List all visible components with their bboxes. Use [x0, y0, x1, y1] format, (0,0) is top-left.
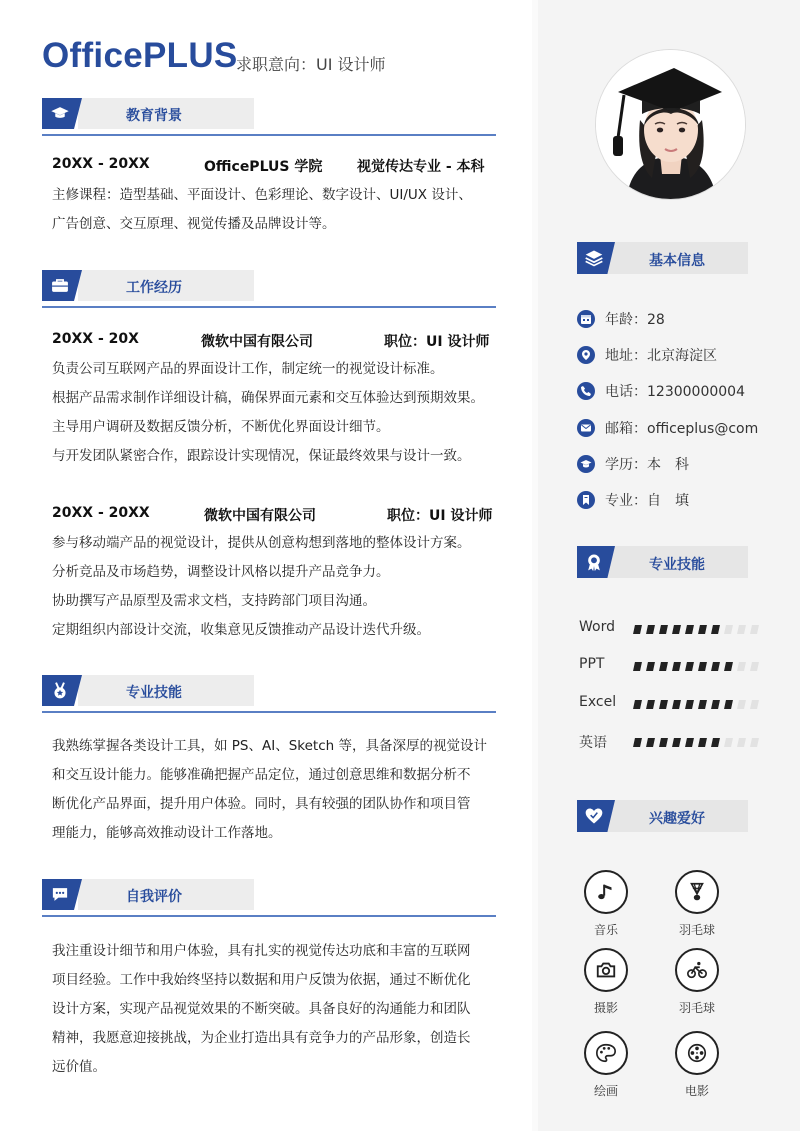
camera-icon: [595, 959, 617, 981]
skill-name: PPT: [579, 656, 605, 672]
job-company: 微软中国有限公司: [201, 334, 313, 350]
text-line: 精神，我愿意迎接挑战，为企业打造出具有竞争力的产品形象，创造长: [52, 1030, 471, 1046]
skill-level-segment: [698, 738, 707, 747]
hobby-item: [669, 948, 729, 1018]
job-company: 微软中国有限公司: [204, 508, 316, 524]
skill-level-segment: [711, 700, 720, 709]
section-header-self: [42, 879, 496, 917]
skill-level-bar: [634, 662, 758, 671]
skills-description: [52, 732, 498, 848]
location-pin-icon: [580, 349, 592, 361]
info-text: 专业：自 填: [605, 493, 689, 509]
brand-logo-text: OfficePLUS: [42, 36, 238, 75]
text-line: 分析竞品及市场趋势，调整设计风格以提升产品竞争力。: [52, 564, 390, 580]
skill-level-bar: [634, 625, 758, 634]
skill-name: 英语: [579, 735, 607, 751]
briefcase-icon: [50, 276, 70, 295]
text-line: 与开发团队紧密合作，跟踪设计实现情况，保证最终效果与设计一致。: [52, 448, 471, 464]
job-duties: [52, 529, 498, 645]
heart-icon: [584, 806, 604, 826]
sidebar-header-basic: [577, 242, 748, 274]
education-row: [52, 156, 492, 178]
skill-level-segment: [737, 738, 746, 747]
graduation-cap-icon: [50, 104, 70, 123]
palette-icon: [595, 1042, 617, 1064]
skill-level-segment: [672, 625, 681, 634]
music-note-icon: [595, 881, 617, 903]
skill-level-segment: [646, 738, 655, 747]
medal-icon: [50, 681, 70, 700]
education-courses: [52, 181, 498, 239]
skill-level-segment: [672, 662, 681, 671]
job-period: 20XX - 20XX: [52, 505, 150, 521]
info-text: 学历：本 科: [605, 457, 689, 473]
calendar-icon: [580, 313, 592, 325]
hobby-item: [578, 870, 638, 940]
sidebar-section-title: 兴趣爱好: [649, 811, 705, 827]
info-text: 邮箱：officeplus@com: [605, 421, 759, 437]
skill-level-segment: [659, 662, 668, 671]
skill-level-segment: [633, 662, 642, 671]
skill-level-segment: [685, 625, 694, 634]
hobby-label: 羽毛球: [678, 923, 715, 937]
job-position: 职位：UI 设计师: [387, 508, 493, 524]
info-text: 地址：北京海淀区: [605, 348, 717, 364]
hobby-label: 绘画: [593, 1084, 618, 1098]
skill-level-segment: [672, 738, 681, 747]
info-text: 年龄：28: [605, 312, 665, 328]
cycling-icon: [686, 959, 708, 981]
skill-level-segment: [633, 700, 642, 709]
skill-level-segment: [685, 700, 694, 709]
skill-level-segment: [646, 700, 655, 709]
text-line: 定期组织内部设计交流，收集意见反馈推动产品设计迭代升级。: [52, 622, 430, 638]
section-header-education: [42, 98, 496, 136]
education-period: 20XX - 20XX: [52, 156, 150, 172]
phone-icon: [580, 385, 592, 397]
skill-level-bar: [634, 738, 758, 747]
hobby-item: [578, 948, 638, 1018]
section-header-work: [42, 270, 496, 308]
hobby-item: [669, 1031, 729, 1101]
hobby-item: [578, 1031, 638, 1101]
skill-level-segment: [646, 662, 655, 671]
skill-row: [579, 732, 749, 752]
hobby-label: 羽毛球: [678, 1001, 715, 1015]
bookmark-icon: [580, 494, 592, 506]
skill-level-segment: [633, 625, 642, 634]
hobby-label: 音乐: [593, 923, 618, 937]
skill-level-bar: [634, 700, 758, 709]
text-line: 项目经验。工作中我始终坚持以数据和用户反馈为依据，通过不断优化: [52, 972, 471, 988]
skill-level-segment: [737, 625, 746, 634]
skill-level-segment: [633, 738, 642, 747]
skill-level-segment: [672, 700, 681, 709]
skill-level-segment: [646, 625, 655, 634]
skill-level-segment: [724, 662, 733, 671]
text-line: 我熟练掌握各类设计工具，如 PS、AI、Sketch 等，具备深厚的视觉设计: [52, 738, 487, 754]
film-reel-icon: [686, 1042, 708, 1064]
skill-level-segment: [685, 662, 694, 671]
job-duties: [52, 355, 498, 471]
info-text: 电话：12300000004: [605, 384, 745, 400]
text-line: 和交互设计能力。能够准确把握产品定位，通过创意思维和数据分析不: [52, 767, 471, 783]
skill-level-segment: [737, 662, 746, 671]
job-row: [52, 331, 492, 353]
sidebar-header-hobbies: [577, 800, 748, 832]
job-position: 职位：UI 设计师: [384, 334, 490, 350]
skill-level-segment: [659, 700, 668, 709]
text-line: 广告创意、交互原理、视觉传播及品牌设计等。: [52, 216, 336, 232]
self-evaluation-text: [52, 937, 498, 1082]
shuttlecock-icon: [686, 881, 708, 903]
award-badge-icon: [584, 552, 604, 572]
hobby-label: 摄影: [593, 1001, 618, 1015]
hobby-item: [669, 870, 729, 940]
mail-icon: [580, 422, 592, 434]
skill-level-segment: [724, 700, 733, 709]
skill-level-segment: [685, 738, 694, 747]
skill-level-segment: [750, 700, 759, 709]
skill-level-segment: [737, 700, 746, 709]
skill-level-segment: [659, 738, 668, 747]
skill-level-segment: [711, 662, 720, 671]
text-line: 断优化产品界面，提升用户体验。同时，具有较强的团队协作和项目管: [52, 796, 471, 812]
profile-photo: [595, 49, 746, 200]
text-line: 根据产品需求制作详细设计稿，确保界面元素和交互体验达到预期效果。: [52, 390, 484, 406]
skill-level-segment: [750, 738, 759, 747]
layers-icon: [584, 248, 604, 268]
skill-level-segment: [659, 625, 668, 634]
text-line: 参与移动端产品的视觉设计，提供从创意构想到落地的整体设计方案。: [52, 535, 471, 551]
text-line: 我注重设计细节和用户体验，具有扎实的视觉传达功底和丰富的互联网: [52, 943, 471, 959]
sidebar-section-title: 基本信息: [649, 253, 705, 269]
text-line: 设计方案，实现产品视觉效果的不断突破。具备良好的沟通能力和团队: [52, 1001, 471, 1017]
skill-name: Excel: [579, 694, 617, 710]
education-major: 视觉传达专业 - 本科: [357, 159, 485, 175]
skill-level-segment: [750, 662, 759, 671]
education-school: OfficePLUS 学院: [204, 159, 323, 175]
hobby-label: 电影: [684, 1084, 709, 1098]
skill-level-segment: [724, 738, 733, 747]
skill-level-segment: [711, 625, 720, 634]
skill-level-segment: [698, 700, 707, 709]
text-line: 远价值。: [52, 1059, 106, 1075]
section-title: 教育背景: [126, 108, 182, 124]
skill-level-segment: [698, 662, 707, 671]
job-objective: 求职意向：UI 设计师: [236, 55, 386, 74]
text-line: 主导用户调研及数据反馈分析，不断优化界面设计细节。: [52, 419, 390, 435]
job-row: [52, 505, 492, 527]
skill-level-segment: [711, 738, 720, 747]
section-title: 工作经历: [126, 280, 182, 296]
skill-name: Word: [579, 619, 615, 635]
section-title: 自我评价: [126, 889, 182, 905]
text-line: 负责公司互联网产品的界面设计工作，制定统一的视觉设计标准。: [52, 361, 444, 377]
skill-row: [579, 656, 749, 676]
text-line: 协助撰写产品原型及需求文档，支持跨部门项目沟通。: [52, 593, 376, 609]
skill-level-segment: [750, 625, 759, 634]
chat-bubble-icon: [50, 885, 70, 904]
graduation-cap-icon: [580, 458, 592, 470]
text-line: 主修课程：造型基础、平面设计、色彩理论、数字设计、UI/UX 设计、: [52, 187, 472, 203]
job-period: 20XX - 20X: [52, 331, 139, 347]
text-line: 理能力，能够高效推动设计工作落地。: [52, 825, 282, 841]
skill-row: [579, 619, 749, 639]
section-header-skills: [42, 675, 496, 713]
section-title: 专业技能: [126, 685, 182, 701]
skill-row: [579, 694, 749, 714]
skill-level-segment: [724, 625, 733, 634]
skill-level-segment: [698, 625, 707, 634]
sidebar-section-title: 专业技能: [649, 557, 705, 573]
sidebar-header-skills: [577, 546, 748, 578]
